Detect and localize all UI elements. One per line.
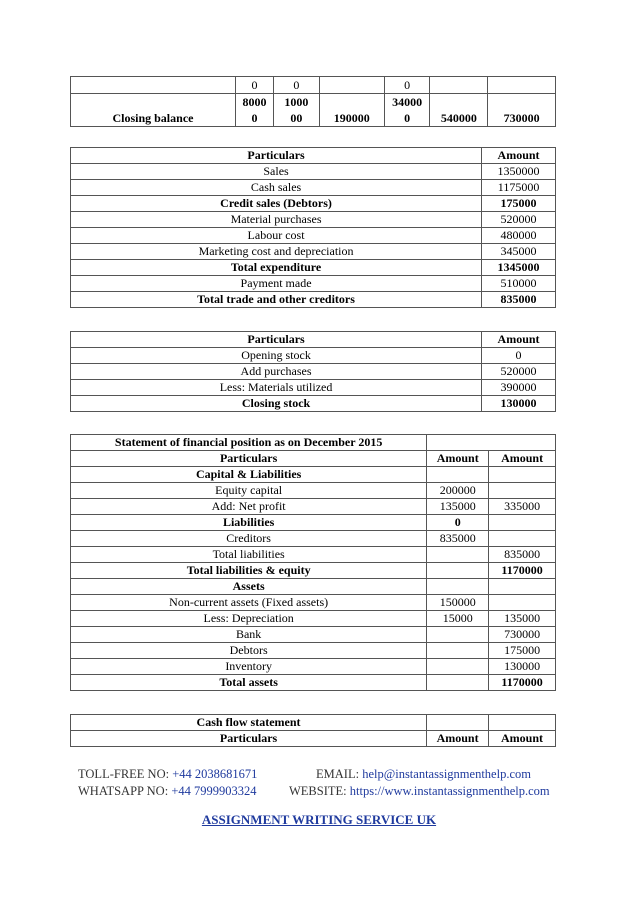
table-row xyxy=(71,244,556,260)
table-row xyxy=(71,196,556,212)
table-cell xyxy=(71,77,236,94)
closing-balance-label: Closing balance xyxy=(71,94,236,127)
table-cell xyxy=(488,77,556,94)
row-label: Less: Depreciation xyxy=(71,611,427,627)
row-amount xyxy=(427,659,489,675)
cash-flow-title: Cash flow statement xyxy=(71,715,427,731)
table-cell: 190000 xyxy=(319,94,384,127)
table-cell: 8000 0 xyxy=(235,94,273,127)
table-cell xyxy=(427,715,489,731)
table-row xyxy=(71,595,556,611)
row-amount xyxy=(427,563,489,579)
table-cell xyxy=(430,77,488,94)
row-amount: 730000 xyxy=(489,627,556,643)
row-amount: 835000 xyxy=(489,547,556,563)
row-amount: 1170000 xyxy=(489,675,556,691)
row-amount: 175000 xyxy=(489,643,556,659)
table-row xyxy=(71,380,556,396)
table-row xyxy=(71,435,556,451)
row-label: Total trade and other creditors xyxy=(71,292,482,308)
table-header: Amount xyxy=(489,451,556,467)
row-amount: 835000 xyxy=(482,292,556,308)
row-label: Liabilities xyxy=(71,515,427,531)
row-label: Total expenditure xyxy=(71,260,482,276)
table-cell: 34000 0 xyxy=(384,94,430,127)
row-label: Add purchases xyxy=(71,364,482,380)
row-label: Payment made xyxy=(71,276,482,292)
table-row xyxy=(71,292,556,308)
email-label: EMAIL: xyxy=(316,767,360,781)
row-amount xyxy=(427,467,489,483)
table-row xyxy=(71,483,556,499)
row-label: Non-current assets (Fixed assets) xyxy=(71,595,427,611)
row-label: Inventory xyxy=(71,659,427,675)
row-amount: 1170000 xyxy=(489,563,556,579)
row-amount xyxy=(427,547,489,563)
table-row xyxy=(71,260,556,276)
tollfree-number[interactable]: +44 2038681671 xyxy=(172,767,258,781)
table-cell: 1000 00 xyxy=(274,94,320,127)
table-header: Particulars xyxy=(71,451,427,467)
table-row xyxy=(71,228,556,244)
row-amount: 135000 xyxy=(427,499,489,515)
table-header: Amount xyxy=(489,731,556,747)
table-row xyxy=(71,77,556,94)
closing-balance-table xyxy=(70,76,556,127)
row-amount: 480000 xyxy=(482,228,556,244)
table-row xyxy=(71,515,556,531)
table-header: Particulars xyxy=(71,332,482,348)
table-row xyxy=(71,579,556,595)
whatsapp-label: WHATSAPP NO: xyxy=(78,784,169,798)
row-amount: 15000 xyxy=(427,611,489,627)
row-label: Credit sales (Debtors) xyxy=(71,196,482,212)
table-header-row xyxy=(71,451,556,467)
row-label: Total liabilities & equity xyxy=(71,563,427,579)
row-label: Material purchases xyxy=(71,212,482,228)
table-header: Particulars xyxy=(71,731,427,747)
row-label: Closing stock xyxy=(71,396,482,412)
row-amount: 200000 xyxy=(427,483,489,499)
row-amount xyxy=(489,515,556,531)
row-amount: 390000 xyxy=(482,380,556,396)
row-amount: 135000 xyxy=(489,611,556,627)
row-amount xyxy=(489,595,556,611)
row-label: Cash sales xyxy=(71,180,482,196)
row-amount: 0 xyxy=(427,515,489,531)
row-amount: 1350000 xyxy=(482,164,556,180)
row-amount: 175000 xyxy=(482,196,556,212)
table-cell: 0 xyxy=(235,77,273,94)
table-row xyxy=(71,180,556,196)
table-cell: 540000 xyxy=(430,94,488,127)
row-label: Total assets xyxy=(71,675,427,691)
tollfree-label: TOLL-FREE NO: xyxy=(78,767,170,781)
row-label: Creditors xyxy=(71,531,427,547)
table-row xyxy=(71,396,556,412)
website-link[interactable]: https://www.instantassignmenthelp.com xyxy=(349,784,550,798)
table-row xyxy=(71,164,556,180)
row-amount xyxy=(489,531,556,547)
row-amount: 520000 xyxy=(482,212,556,228)
service-link[interactable]: ASSIGNMENT WRITING SERVICE UK xyxy=(201,812,437,827)
table-cell xyxy=(319,77,384,94)
closing-stock-table xyxy=(70,331,556,412)
row-amount: 130000 xyxy=(489,659,556,675)
row-amount: 1175000 xyxy=(482,180,556,196)
row-label: Total liabilities xyxy=(71,547,427,563)
row-amount xyxy=(427,675,489,691)
row-label: Labour cost xyxy=(71,228,482,244)
website-line xyxy=(289,784,550,799)
table-row xyxy=(71,659,556,675)
table-cell: 730000 xyxy=(488,94,556,127)
row-label: Capital & Liabilities xyxy=(71,467,427,483)
table-row xyxy=(71,563,556,579)
table-row xyxy=(71,212,556,228)
table-row xyxy=(71,643,556,659)
row-label: Bank xyxy=(71,627,427,643)
whatsapp-line xyxy=(78,784,257,799)
row-label: Marketing cost and depreciation xyxy=(71,244,482,260)
table-header: Amount xyxy=(482,148,556,164)
row-label: Sales xyxy=(71,164,482,180)
table-row xyxy=(71,364,556,380)
tollfree-line xyxy=(78,767,257,782)
row-amount xyxy=(489,467,556,483)
row-amount: 835000 xyxy=(427,531,489,547)
table-header: Amount xyxy=(482,332,556,348)
table-header: Amount xyxy=(427,451,489,467)
table-cell: 0 xyxy=(274,77,320,94)
table-cell: 0 xyxy=(384,77,430,94)
table-row xyxy=(71,715,556,731)
table-row xyxy=(71,547,556,563)
row-label: Debtors xyxy=(71,643,427,659)
table-row xyxy=(71,531,556,547)
row-label: Add: Net profit xyxy=(71,499,427,515)
table-row xyxy=(71,627,556,643)
whatsapp-number[interactable]: +44 7999903324 xyxy=(171,784,257,798)
row-label: Assets xyxy=(71,579,427,595)
financial-position-title: Statement of financial position as on December 2015 xyxy=(71,435,427,451)
website-label: WEBSITE: xyxy=(289,784,347,798)
row-amount: 335000 xyxy=(489,499,556,515)
row-amount xyxy=(489,483,556,499)
email-line xyxy=(316,767,531,782)
email-link[interactable]: help@instantassignmenthelp.com xyxy=(362,767,531,781)
table-header-row xyxy=(71,148,556,164)
table-cell xyxy=(427,435,556,451)
table-row xyxy=(71,276,556,292)
row-amount: 1345000 xyxy=(482,260,556,276)
row-amount xyxy=(427,643,489,659)
table-row xyxy=(71,348,556,364)
table-header: Particulars xyxy=(71,148,482,164)
trade-creditors-table xyxy=(70,147,556,308)
financial-position-table xyxy=(70,434,556,691)
row-amount xyxy=(427,627,489,643)
row-label: Less: Materials utilized xyxy=(71,380,482,396)
table-row xyxy=(71,467,556,483)
cash-flow-table xyxy=(70,714,556,747)
row-label: Equity capital xyxy=(71,483,427,499)
table-header: Amount xyxy=(427,731,489,747)
row-amount: 0 xyxy=(482,348,556,364)
row-amount xyxy=(427,579,489,595)
row-amount: 150000 xyxy=(427,595,489,611)
table-row xyxy=(71,611,556,627)
table-row xyxy=(71,499,556,515)
row-amount xyxy=(489,579,556,595)
row-amount: 510000 xyxy=(482,276,556,292)
table-cell xyxy=(489,715,556,731)
table-row xyxy=(71,675,556,691)
row-amount: 130000 xyxy=(482,396,556,412)
table-header-row xyxy=(71,332,556,348)
table-row xyxy=(71,94,556,127)
row-label: Opening stock xyxy=(71,348,482,364)
row-amount: 345000 xyxy=(482,244,556,260)
table-row xyxy=(71,731,556,747)
row-amount: 520000 xyxy=(482,364,556,380)
